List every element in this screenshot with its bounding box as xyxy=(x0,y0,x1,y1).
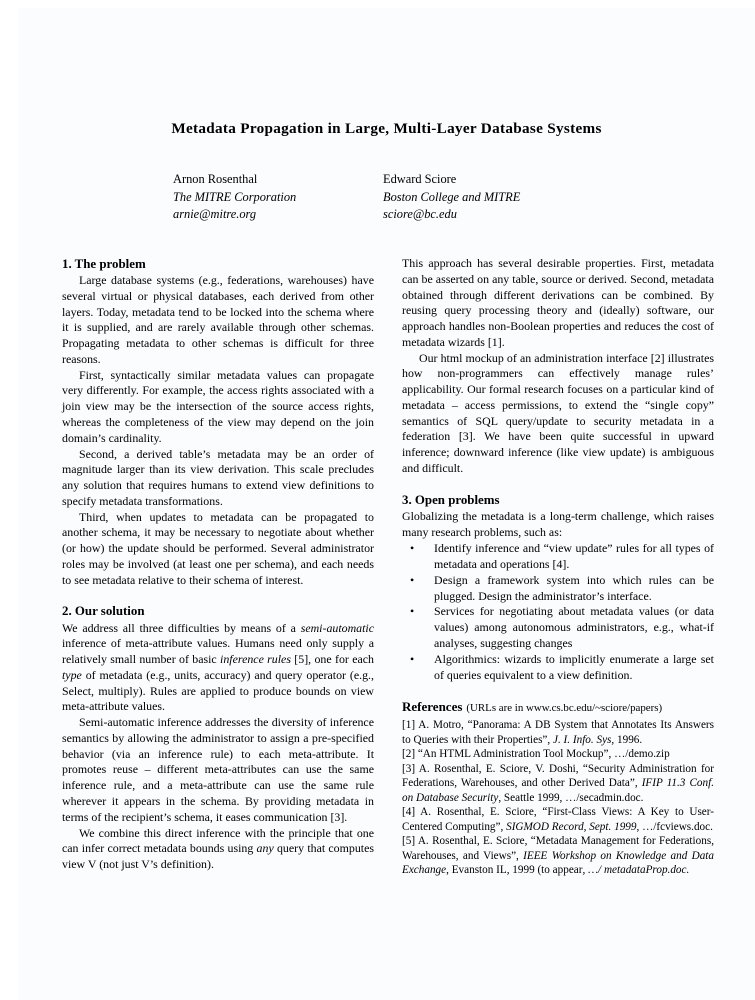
author-email: sciore@bc.edu xyxy=(383,207,457,222)
paragraph: Second, a derived table’s metadata may be an order of magnitude larger than its view derivation. This scale precludes any solution that requires humans to extend view definitions to specify metadata transformations. xyxy=(62,446,374,508)
bullet-icon: • xyxy=(410,572,415,587)
reference-entry: [4] A. Rosenthal, E. Sciore, “First-Class Views: A Key to User-Centered Computing”, SIGMOD Record, Sept. 1999, …/fcviews.doc. xyxy=(402,806,714,833)
page-title: Metadata Propagation in Large, Multi-Layer Database Systems xyxy=(171,120,602,137)
section-heading-1: 1. The problem xyxy=(62,257,146,271)
paragraph: Third, when updates to metadata can be propagated to another schema, it may be necessary to negotiate about whether (or how) the update should be performed. Several administrator roles may be involved (at least one per schema), and each needs to see metadata relative to their schema of interest. xyxy=(62,509,374,587)
author-block xyxy=(173,171,733,224)
list-item xyxy=(402,573,714,605)
list-item xyxy=(402,604,714,651)
section-heading-3: 3. Open problems xyxy=(402,492,500,507)
list-item xyxy=(402,541,714,573)
author-name: Edward Sciore xyxy=(383,172,457,186)
list-item-text: Algorithmics: wizards to implicitly enumerate a large set of queries equivalent to a view definition. xyxy=(434,651,714,682)
reference-entry: [2] “An HTML Administration Tool Mockup”, …/demo.zip xyxy=(402,748,670,761)
author-name: Arnon Rosenthal xyxy=(173,172,258,186)
paragraph: We combine this direct inference with the principle that one can infer correct metadata bounds using any query that computes view V (not just V’s definition). xyxy=(62,825,374,872)
paper-sheet xyxy=(18,8,755,1000)
paragraph: Our html mockup of an administration interface [2] illustrates how non-programmers can effectively manage rules’ applicability. Our formal research focuses on a particular kind of metadata – access permissions, to extend the “single copy” semantics of SQL query/update to security metadata in a federation [3]. We have been quite successful in upward inference; downward inference (like view update) is ambiguous and difficult. xyxy=(402,350,714,475)
references-note: (URLs are in www.cs.bc.edu/~sciore/papers) xyxy=(466,702,663,715)
left-column xyxy=(62,256,374,878)
body-columns xyxy=(62,256,714,878)
author-entry-1 xyxy=(173,171,383,224)
list-item-text: Design a framework system into which rules can be plugged. Design the administrator’s interface. xyxy=(434,572,714,603)
reference-entry: [3] A. Rosenthal, E. Sciore, V. Doshi, “Security Administration for Federations, Warehouses, and other Derived Data”, IFIP 11.3 Conf. on Database Security, Seattle 1999, …/secadmin.doc. xyxy=(402,762,714,804)
paragraph: Large database systems (e.g., federations, warehouses) have several virtual or physical databases, each derived from other layers. Today, metadata tend to be locked into the schema where it is supplied, and are rarely available through other schemas. Propagating metadata to other schemas is difficult for three reasons. xyxy=(62,273,374,366)
paragraph: Globalizing the metadata is a long-term challenge, which raises many research problems, such as: xyxy=(402,508,714,539)
list-item-text: Services for negotiating about metadata values (or data values) among autonomous administrators, e.g., what-if analyses, suggesting changes xyxy=(434,604,714,650)
title-block xyxy=(18,120,755,138)
bullet-icon: • xyxy=(410,604,415,619)
paper-page xyxy=(18,8,755,1000)
reference-entry: [1] A. Motro, “Panorama: A DB System that Annotates Its Answers to Queries with their Properties”, J. I. Info. Sys, 1996. xyxy=(402,719,714,746)
author-entry-2 xyxy=(383,171,593,224)
bullet-icon: • xyxy=(410,541,415,556)
section-heading-2: 2. Our solution xyxy=(62,604,145,619)
reference-entry: [5] A. Rosenthal, E. Sciore, “Metadata Management for Federations, Warehouses, and Views”, IEEE Workshop on Knowledge and Data Exchange, Evanston IL, 1999 (to appear, …/ metadataProp.doc. xyxy=(402,835,714,877)
author-affiliation: Boston College and MITRE xyxy=(383,189,521,204)
paragraph: This approach has several desirable properties. First, metadata can be asserted on any table, source or derived. Second, metadata obtained through different derivations can be combined. By reusing query processing theory and (ideally) software, our approach handles non-Boolean properties and reduces the cost of metadata wizards [1]. xyxy=(402,256,714,349)
paragraph: Semi-automatic inference addresses the diversity of inference semantics by allowing the administrator to assign a pre-specified behavior (via an inference rule) to each meta-attribute. It promotes reuse – different meta-attributes can use the same inference rule, and a meta-attribute can use the same rule wherever it appears in the schema. By providing metadata in terms of the recipient’s schema, it eases communication [3]. xyxy=(62,715,374,824)
references-heading: References xyxy=(402,699,463,715)
right-column xyxy=(402,256,714,878)
open-problems-list xyxy=(402,541,714,683)
references-heading-line xyxy=(402,697,714,718)
list-item xyxy=(402,652,714,684)
author-email: arnie@mitre.org xyxy=(173,207,257,222)
paragraph: First, syntactically similar metadata values can propagate very differently. For example, the access rights associated with a join view may be the intersection of the source access rights, whereas the completeness of the view may depend on the join domain’s cardinality. xyxy=(62,367,374,445)
list-item-text: Identify inference and “view update” rules for all types of metadata and operations [4]. xyxy=(434,541,714,572)
bullet-icon: • xyxy=(410,651,415,666)
paragraph: We address all three difficulties by means of a semi-automatic inference of meta-attribute values. Humans need only supply a relatively small number of basic inference rules [5], one for each type of metadata (e.g., units, accuracy) and query operator (e.g., Select, multiply). Rules are applied to produce bounds on view meta-attribute values. xyxy=(62,620,374,714)
author-affiliation: The MITRE Corporation xyxy=(173,189,297,204)
